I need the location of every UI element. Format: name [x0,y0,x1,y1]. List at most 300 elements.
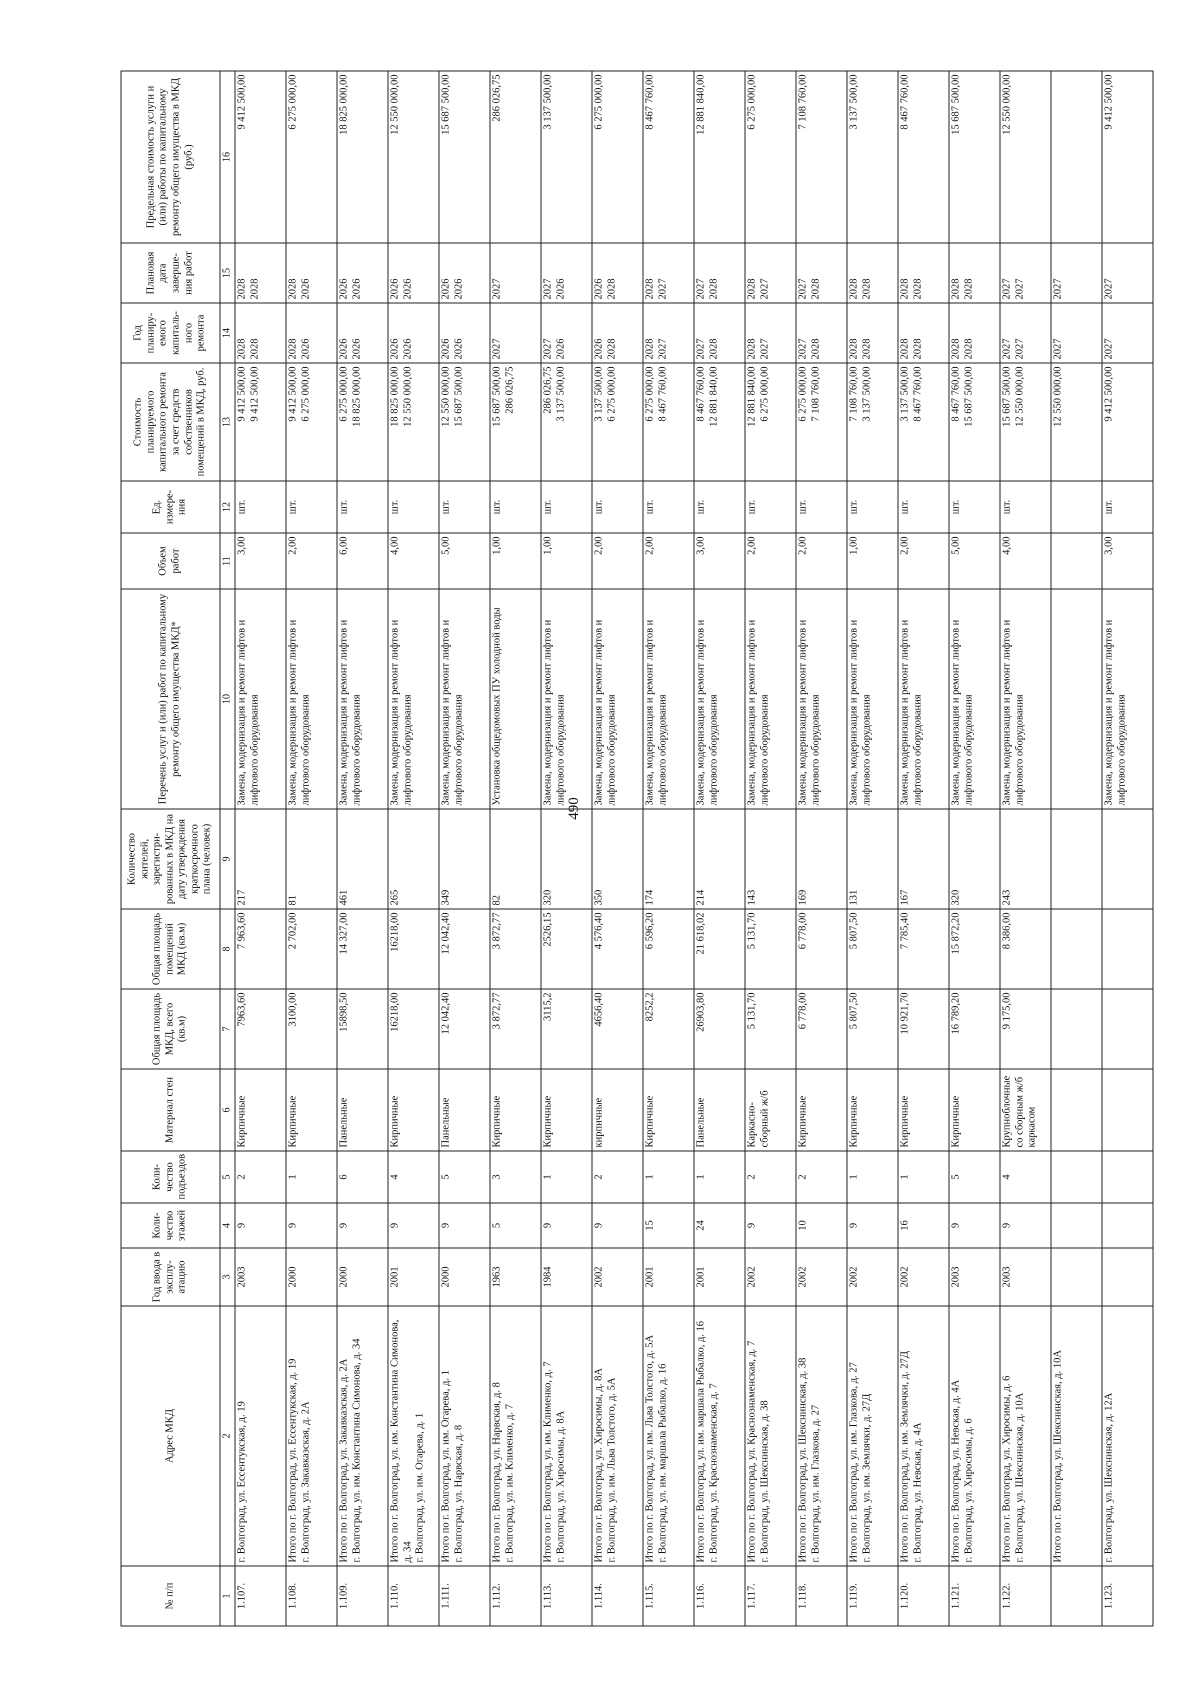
table-cell [694,909,745,989]
table-cell [1051,1248,1102,1306]
table-cell [745,589,796,809]
table-cell [1000,1248,1051,1306]
page-number: 490 [565,797,582,820]
table-cell [1051,1203,1102,1248]
cell-text-unit: шт. [899,499,911,514]
column-number: 8 [220,909,235,989]
column-header: Объем работ [121,533,220,589]
cell-text-y1: 2026 [338,338,350,359]
table-cell [745,533,796,589]
cell-text-mat: кирпичные [593,1097,605,1147]
cell-text-lim: 9 412 500,00 [236,74,248,130]
table-cell [1000,989,1051,1069]
table-cell [898,589,949,809]
table-cell [745,1248,796,1306]
table-cell [541,1306,592,1566]
table-cell [898,1151,949,1203]
cell-text-y1: 2028 [899,338,911,359]
table-row [1000,71,1051,1626]
cell-text-d2: 2028 [606,278,618,299]
cell-text-d1: 2028 [644,278,656,299]
column-number-row [220,71,235,1626]
cell-text-res: 461 [338,889,350,905]
table-cell [796,533,847,589]
column-number: 1 [220,1566,235,1626]
cell-text-d1: 2028 [746,278,758,299]
table-cell [439,1069,490,1151]
table-cell [898,989,949,1069]
cell-text-cost1: 8 467 760,00 [950,366,962,422]
table-cell [1051,243,1102,303]
cell-text-entr: 4 [389,1173,401,1180]
cell-text-year: 2000 [440,1266,452,1287]
cell-text-y2: 2027 [657,338,669,359]
table-cell [388,533,439,589]
cell-text-unit: шт. [389,499,401,514]
cell-text-year: 2002 [746,1266,758,1287]
table-cell [847,1151,898,1203]
table-cell [949,243,1000,303]
cell-text-area2: 12 042,40 [440,912,452,954]
cell-text-y1: 2026 [440,338,452,359]
cell-text-cost2: 15 687 500,00 [963,366,975,427]
table-cell [1051,1069,1102,1151]
table-cell [541,989,592,1069]
cell-text-work: Замена, модернизация и ремонт лифтов и лифтового оборудования [389,619,414,805]
table-cell [694,303,745,363]
column-header: Год ввода в эксплу-атацию [121,1248,220,1306]
table-row [1102,71,1153,1626]
cell-text-area2: 4 576,40 [593,912,605,949]
cell-text-addr2: г. Волгоград, ул. Закавказская, д. 2А [300,1400,312,1562]
table-cell [592,71,643,243]
column-header: № п/п [121,1566,220,1626]
table-cell [439,1306,490,1566]
cell-text-d1: 2028 [287,278,299,299]
table-cell [541,71,592,243]
cell-text-y2: 2028 [249,338,261,359]
cell-text-floors: 5 [491,1222,503,1228]
cell-text-cost1: 9 412 500,00 [287,366,299,422]
cell-text-lim: 12 550 000,00 [389,74,401,135]
table-cell [796,909,847,989]
cell-text-n: 1.121. [950,1582,962,1609]
cell-text-floors: 24 [695,1219,707,1231]
table-cell [541,481,592,533]
cell-text-y1: 2027 [1052,338,1064,359]
table-cell [490,363,541,481]
cell-text-mat: Кирпичные [287,1095,299,1147]
table-cell [286,1306,337,1566]
cell-text-cost2: 3 137 500,00 [555,366,567,422]
cell-text-work: Замена, модернизация и ремонт лифтов и лифтового оборудования [338,619,363,805]
table-cell [643,363,694,481]
table-cell [1051,363,1102,481]
cell-text-n: 1.115. [644,1582,656,1609]
table-cell [592,1203,643,1248]
table-cell [847,1248,898,1306]
table-cell [592,909,643,989]
table-cell [490,1566,541,1626]
cell-text-vol: 3,00 [695,536,707,555]
cell-text-year: 2001 [389,1266,401,1287]
cell-text-d1: 2027 [695,278,707,299]
table-cell [388,71,439,243]
table-cell [541,1069,592,1151]
cell-text-unit: шт. [542,499,554,514]
cell-text-mat: Кирпичные [848,1095,860,1147]
cell-text-cost1: 15 687 500,00 [491,366,503,427]
cell-text-area2: 2526,15 [542,912,554,947]
cell-text-res: 143 [746,889,758,905]
cell-text-y1: 2027 [695,338,707,359]
cell-text-cost1: 12 550 000,00 [1052,366,1064,427]
table-cell [898,1248,949,1306]
table-cell [439,1248,490,1306]
table-cell [235,1566,286,1626]
table-cell [745,1203,796,1248]
table-cell [490,1306,541,1566]
cell-text-n: 1.117. [746,1582,758,1609]
cell-text-addr1: Итого по г. Волгоград, ул. Невская, д. 4А [950,1379,962,1562]
column-number: 2 [220,1306,235,1566]
table-cell [1000,589,1051,809]
table-cell [490,71,541,243]
table-cell [1051,589,1102,809]
cell-text-unit: шт. [797,499,809,514]
cell-text-n: 1.120. [899,1582,911,1609]
table-cell [541,1248,592,1306]
cell-text-addr1: Итого по г. Волгоград, ул. им. Клименко, д. 7 [542,1360,554,1562]
cell-text-addr2: г. Волгоград, ул. Шекснинская, д. 12А [1103,1392,1115,1562]
table-cell [439,909,490,989]
column-header: Количество жителей, зарегистри-рованных в МКД на дату утверждения краткосрочного плана (человек) [121,809,220,909]
cell-text-mat: Кирпичные [899,1095,911,1147]
cell-text-vol: 5,00 [440,536,452,555]
cell-text-n: 1.108. [287,1582,299,1609]
cell-text-entr: 1 [848,1173,860,1180]
cell-text-y2: 2027 [491,338,503,359]
cell-text-floors: 9 [848,1222,860,1228]
table-cell [1051,481,1102,533]
cell-text-res: 174 [644,889,656,905]
cell-text-cost2: 6 275 000,00 [759,366,771,422]
table-cell [847,303,898,363]
cell-text-mat: Кирпичные [542,1095,554,1147]
cell-text-addr2: г. Волгоград, ул. им. Клименко, д. 7 [504,1403,516,1562]
cell-text-res: 243 [1001,889,1013,905]
table-cell [439,1151,490,1203]
cell-text-floors: 9 [746,1222,758,1228]
table-cell [1000,809,1051,909]
table-cell [643,1248,694,1306]
cell-text-d2: 2028 [810,278,822,299]
column-header: Год планиру-емого капиталь-ного ремонта [121,303,220,363]
table-cell [592,1151,643,1203]
cell-text-y1: 2028 [746,338,758,359]
table-cell [949,1248,1000,1306]
table-cell [490,303,541,363]
column-number: 4 [220,1203,235,1248]
column-header: Общая площадь помещений МКД (кв.м) [121,909,220,989]
cell-text-y2: 2028 [861,338,873,359]
table-cell [745,809,796,909]
cell-text-vol: 6,00 [338,536,350,555]
cell-text-res: 350 [593,889,605,905]
cell-text-cost1: 8 467 760,00 [695,366,707,422]
cell-text-addr1: Итого по г. Волгоград, ул. Нарвская, д. 8 [491,1381,503,1562]
cell-text-mat: Крупноблочные со сборным ж/б каркасом [1001,1075,1038,1147]
column-header: Перечень услуг и (или) работ по капитальному ремонту общего имущества МКД* [121,589,220,809]
cell-text-d2: 2028 [912,278,924,299]
cell-text-d2: 2026 [555,278,567,299]
cell-text-y1: 2026 [389,338,401,359]
cell-text-addr1: Итого по г. Волгоград, ул. им. Огарева, д. 1 [440,1369,452,1562]
cell-text-addr1: Итого по г. Волгоград, ул. Шекснинская, д. 10А [1052,1349,1064,1562]
cell-text-cost1: 3 137 500,00 [593,366,605,422]
column-number: 10 [220,589,235,809]
cell-text-work: Замена, модернизация и ремонт лифтов и лифтового оборудования [1103,619,1128,805]
cell-text-lim: 15 687 500,00 [950,74,962,135]
cell-text-vol: 4,00 [1001,536,1013,555]
cell-text-area: 26903,80 [695,992,707,1032]
cell-text-year: 2002 [848,1266,860,1287]
cell-text-entr: 1 [695,1173,707,1180]
cell-text-addr2: г. Волгоград, ул. им. Льва Толстого, д. 5А [606,1377,618,1562]
cell-text-year: 2000 [287,1266,299,1287]
table-cell [898,909,949,989]
table-cell [643,533,694,589]
cell-text-area: 3115,2 [542,992,554,1021]
table-cell [592,809,643,909]
table-row [490,71,541,1626]
table-cell [694,989,745,1069]
cell-text-res: 131 [848,889,860,905]
table-cell [643,909,694,989]
cell-text-year: 2003 [236,1266,248,1287]
cell-text-y2: 2026 [453,338,465,359]
table-row [898,71,949,1626]
cell-text-area: 7963,60 [236,992,248,1027]
table-cell [1051,71,1102,243]
table-cell [949,71,1000,243]
table-cell [388,809,439,909]
cell-text-cost2: 3 137 500,00 [861,366,873,422]
table-cell [694,1069,745,1151]
table-cell [949,1069,1000,1151]
cell-text-d1: 2026 [593,278,605,299]
cell-text-floors: 9 [1001,1222,1013,1228]
cell-text-unit: шт. [695,499,707,514]
table-cell [898,71,949,243]
table-cell [337,1306,388,1566]
cell-text-work: Замена, модернизация и ремонт лифтов и лифтового оборудования [593,619,618,805]
cell-text-y1: 2027 [797,338,809,359]
table-cell [898,243,949,303]
cell-text-year: 1963 [491,1266,503,1287]
table-cell [643,303,694,363]
table-cell [286,989,337,1069]
cell-text-n: 1.110. [389,1582,401,1609]
table-row [694,71,745,1626]
table-cell [286,243,337,303]
table-cell [694,1306,745,1566]
cell-text-addr1: Итого по г. Волгоград, ул. Шекснинская, д. 38 [797,1357,809,1562]
cell-text-area2: 7 963,60 [236,912,248,949]
cell-text-area: 5 131,70 [746,992,758,1029]
table-cell [745,909,796,989]
cell-text-addr2: г. Волгоград, ул. Ессентукская, д. 19 [236,1400,248,1562]
cell-text-area2: 5 807,50 [848,912,860,949]
table-cell [1102,1566,1153,1626]
table-cell [1102,1151,1153,1203]
cell-text-work: Замена, модернизация и ремонт лифтов и лифтового оборудования [644,619,669,805]
cell-text-mat: Панельные [440,1097,452,1147]
cell-text-unit: шт. [644,499,656,514]
table-cell [235,481,286,533]
table-cell [592,243,643,303]
cell-text-work: Замена, модернизация и ремонт лифтов и лифтового оборудования [950,619,975,805]
cell-text-d2: 2027 [657,278,669,299]
table-cell [745,71,796,243]
table-cell [235,909,286,989]
table-cell [235,1248,286,1306]
table-cell [745,989,796,1069]
cell-text-vol: 2,00 [899,536,911,555]
table-cell [592,303,643,363]
table-cell [490,1248,541,1306]
cell-text-n: 1.109. [338,1582,350,1609]
table-cell [1102,1069,1153,1151]
table-cell [694,1566,745,1626]
cell-text-area2: 14 327,00 [338,912,350,954]
table-cell [439,1203,490,1248]
table-cell [388,303,439,363]
table-cell [847,809,898,909]
table-cell [337,589,388,809]
table-cell [541,243,592,303]
cell-text-year: 2003 [1001,1266,1013,1287]
cell-text-d2: 2026 [453,278,465,299]
table-cell [1000,243,1051,303]
table-cell [1000,1069,1051,1151]
cell-text-floors: 9 [950,1222,962,1228]
cell-text-addr1: Итого по г. Волгоград, ул. Хиросимы, д. 6 [1001,1375,1013,1562]
table-cell [949,909,1000,989]
cell-text-entr: 1 [542,1173,554,1180]
cell-text-addr1: Итого по г. Волгоград, ул. им. маршала Рыбалко, д. 16 [695,1320,707,1562]
cell-text-n: 1.123. [1103,1582,1115,1609]
cell-text-addr1: Итого по г. Волгоград, ул. им. Льва Толстого, д. 5А [644,1334,656,1562]
table-cell [847,1069,898,1151]
cell-text-addr2: г. Волгоград, ул. Нарвская, д. 8 [453,1424,465,1562]
table-cell [1102,589,1153,809]
table-cell [1102,989,1153,1069]
table-cell [337,481,388,533]
cell-text-n: 1.112. [491,1582,503,1609]
column-header: Коли-чество этажей [121,1203,220,1248]
table-cell [541,809,592,909]
cell-text-work: Замена, модернизация и ремонт лифтов и лифтового оборудования [236,619,261,805]
cell-text-y1: 2027 [1001,338,1013,359]
table-cell [847,909,898,989]
cell-text-res: 265 [389,889,401,905]
table-cell [337,363,388,481]
cell-text-y2: 2028 [708,338,720,359]
table-cell [337,303,388,363]
cell-text-addr2: г. Волгоград, ул. им. Землячки, д. 27Д [861,1393,873,1562]
cell-text-entr: 4 [1001,1173,1013,1180]
cell-text-d2: 2026 [402,278,414,299]
column-number: 6 [220,1069,235,1151]
cell-text-addr2: г. Волгоград, ул. Невская, д. 4А [912,1421,924,1562]
cell-text-y2: 2028 [606,338,618,359]
table-cell [694,363,745,481]
cell-text-cost2: 6 275 000,00 [606,366,618,422]
cell-text-y1: 2028 [644,338,656,359]
column-header: Коли-чество подъездов [121,1151,220,1203]
repair-plan-table [121,70,1154,1626]
column-number: 5 [220,1151,235,1203]
column-number: 7 [220,989,235,1069]
table-cell [439,533,490,589]
table-cell [847,589,898,809]
cell-text-work: Замена, модернизация и ремонт лифтов и лифтового оборудования [287,619,312,805]
cell-text-area2: 21 618,02 [695,912,707,954]
cell-text-n: 1.116. [695,1582,707,1609]
cell-text-lim: 3 137 500,00 [542,74,554,130]
table-cell [796,1248,847,1306]
cell-text-y2: 2026 [555,338,567,359]
table-cell [286,1566,337,1626]
table-cell [898,303,949,363]
cell-text-entr: 2 [746,1173,758,1180]
cell-text-cost1: 18 825 000,00 [389,366,401,427]
table-cell [541,533,592,589]
cell-text-cost2: 18 825 000,00 [351,366,363,427]
cell-text-d1: 2028 [950,278,962,299]
column-header: Общая площадь МКД, всего (кв.м) [121,989,220,1069]
cell-text-floors: 16 [899,1219,911,1231]
table-cell [796,71,847,243]
table-cell [337,909,388,989]
table-cell [337,71,388,243]
table-cell [439,589,490,809]
column-number: 15 [220,243,235,303]
table-cell [235,303,286,363]
cell-text-d2: 2027 [1014,278,1026,299]
cell-text-unit: шт. [491,499,503,514]
cell-text-area2: 2 702,00 [287,912,299,949]
table-cell [388,589,439,809]
cell-text-lim: 7 108 760,00 [797,74,809,130]
table-cell [643,71,694,243]
table-cell [643,1069,694,1151]
cell-text-area2: 6 596,20 [644,912,656,949]
cell-text-y2: 2026 [300,338,312,359]
table-cell [1051,1306,1102,1566]
cell-text-area: 16218,00 [389,992,401,1032]
table-cell [643,1306,694,1566]
cell-text-unit: шт. [746,499,758,514]
table-cell [388,1566,439,1626]
cell-text-floors: 15 [644,1219,656,1231]
cell-text-d1: 2028 [848,278,860,299]
table-cell [745,1306,796,1566]
table-cell [847,243,898,303]
cell-text-mat: Кирпичные [950,1095,962,1147]
cell-text-unit: шт. [287,499,299,514]
